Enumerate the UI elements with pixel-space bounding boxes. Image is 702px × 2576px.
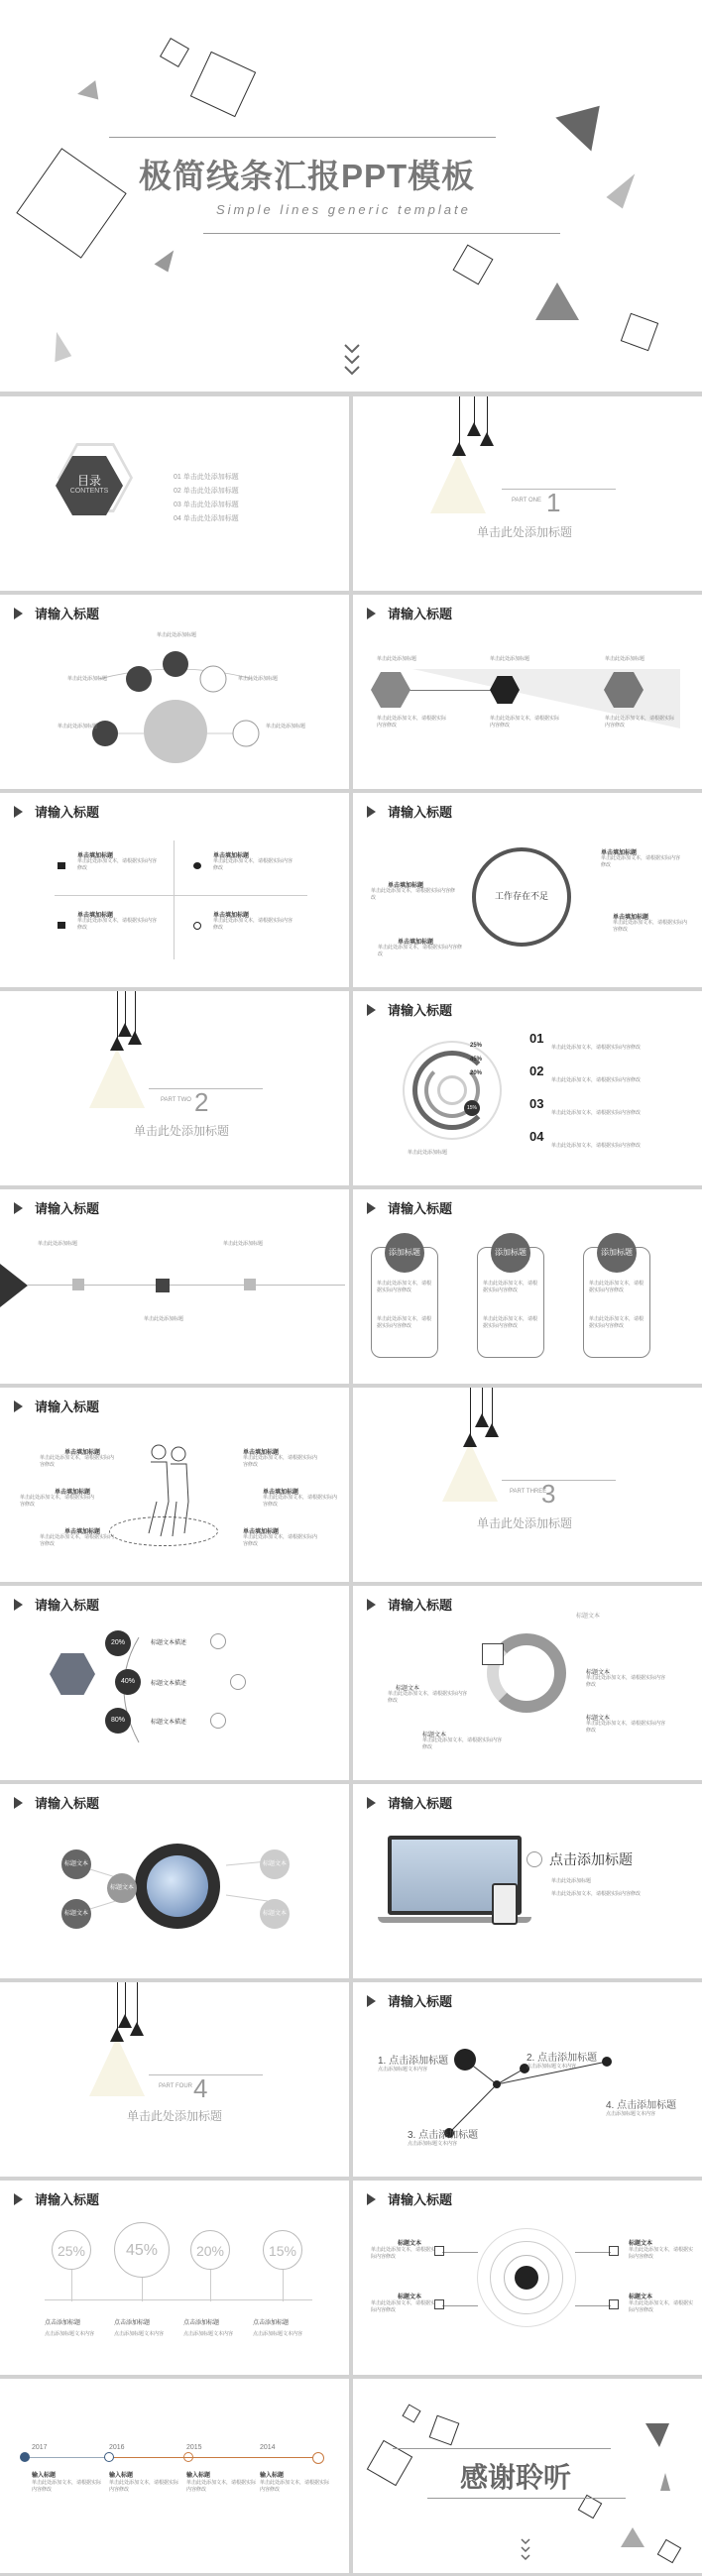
globe-slide: 请输入标题 标题文本 标题文本 标题文本 标题文本 标题文本 bbox=[0, 1784, 349, 1978]
deco-triangle bbox=[155, 245, 179, 272]
deco-square bbox=[657, 2539, 682, 2564]
deco-square bbox=[453, 245, 494, 285]
lamp-icon bbox=[452, 442, 466, 456]
ring-slide: 请输入标题 工作存在不足 单击填加标题 单击此处添加文本，请根据实际内容修改 单击填加标题 单击此处添加文本，请根据实际内容修改 单击填加标题 单击此处添加文本，请根据实际内容修改 单击填加标题 单击此处添加文本，请根据实际内容修改 bbox=[353, 793, 702, 987]
step-text: 单击此处添加文本，请根据实际内容修改 bbox=[377, 716, 447, 728]
deco-triangle bbox=[555, 106, 610, 158]
toc-en: CONTENTS bbox=[69, 488, 109, 495]
slide-header: 请输入标题 bbox=[14, 802, 99, 821]
world-diagram bbox=[0, 595, 349, 789]
lamp-icon bbox=[463, 1433, 477, 1447]
mail-icon bbox=[609, 2246, 619, 2256]
quad-slide: 请输入标题 单击填加标题 单击填加标题 单击填加标题 单击填加标题 单击此处添加文本，请根据实际内容修改 单击此处添加文本，请根据实际内容修改 单击此处添加文本，请根据实际内容修改 单击此处添加文本，请根据实际内容修改 bbox=[0, 793, 349, 987]
deco-square bbox=[429, 2415, 460, 2446]
star-icon bbox=[72, 1279, 84, 1290]
lamp-icon bbox=[480, 432, 494, 446]
toc-title: 目录 bbox=[76, 474, 101, 488]
item-number: 04 bbox=[529, 1129, 544, 1144]
deco-square bbox=[367, 2440, 412, 2486]
radar-slide: 请输入标题 标题文本 标题文本 标题文本 标题文本 单击此处添加文本，请根据实际内容修改 单击此处添加文本，请根据实际内容修改 单击此处添加文本，请根据实际内容修改 单击此处添加文本，请根据实际内容修改 bbox=[353, 2181, 702, 2375]
arcs-slide: 请输入标题 25% 45% 20% 15% 单击此处添加标题 01 02 03 04 单击此处添加文本，请根据实际内容修改 单击此处添加文本，请根据实际内容修改 单击此处添加文本，请根据实际内容修改 单击此处添加文本，请根据实际内容修改 bbox=[353, 991, 702, 1185]
laptop-slide: 请输入标题 点击添加标题 单击此处添加标题 单击此处添加文本，请根据实际内容修改 bbox=[353, 1784, 702, 1978]
toc-item[interactable]: 03 单击此处添加标题 bbox=[174, 502, 239, 508]
slide-header: 请输入标题 bbox=[367, 2189, 452, 2208]
tag-circle: 添加标题 bbox=[385, 1233, 424, 1273]
chat-icon bbox=[434, 2246, 444, 2256]
slide-header: 请输入标题 bbox=[367, 1000, 452, 1019]
computer-icon bbox=[482, 1643, 504, 1665]
quad-title: 单击填加标题 bbox=[77, 913, 114, 919]
hex-steps-slide bbox=[353, 595, 702, 789]
deco-square bbox=[160, 38, 189, 67]
anchor-icon bbox=[193, 922, 201, 930]
cover-slide bbox=[0, 0, 702, 392]
part-one-slide bbox=[353, 396, 702, 591]
lamp-icon bbox=[467, 422, 481, 436]
quad-title: 单击填加标题 bbox=[213, 913, 250, 919]
balloons-slide: 请输入标题 25% 45% 20% 15% 点击添加标题 点击添加标题 点击添加标题 点击添加标题 点击添加标题文本内容 点击添加标题文本内容 点击添加标题文本内容 点击添加标题文本内容 bbox=[0, 2181, 349, 2375]
cycle-slide: 请输入标题 标题文本 标题文本 标题文本 标题文本 标题文本 单击此处添加文本，请根据实际内容修改 单击此处添加文本，请根据实际内容修改 单击此处添加文本，请根据实际内容修改 单击此处添加文本，请根据实际内容修改 bbox=[353, 1586, 702, 1780]
lamp-icon bbox=[110, 2028, 124, 2042]
deco-triangle bbox=[621, 2527, 644, 2547]
shirt-icon bbox=[58, 922, 65, 929]
thumbs-up-icon bbox=[58, 862, 65, 869]
deco-triangle bbox=[660, 2473, 670, 2491]
slide-header: 请输入标题 bbox=[14, 604, 99, 622]
part-title: 单击此处添加标题 bbox=[477, 1516, 573, 1530]
step-title: 单击此处添加标题 bbox=[605, 656, 645, 662]
slide-header: 请输入标题 bbox=[367, 1198, 452, 1217]
star-icon bbox=[244, 1279, 256, 1290]
step-title: 单击此处添加标题 bbox=[490, 656, 530, 662]
step-text: 单击此处添加文本，请根据实际内容修改 bbox=[490, 716, 560, 728]
title-line bbox=[203, 233, 560, 234]
scroll-down-icon bbox=[520, 2537, 531, 2570]
toc-item[interactable]: 01 单击此处添加标题 bbox=[174, 474, 239, 481]
title-line bbox=[109, 137, 496, 138]
slide-header: 请输入标题 bbox=[14, 1198, 99, 1217]
part-number: 4 bbox=[193, 2073, 208, 2103]
thanks-slide bbox=[353, 2379, 702, 2573]
tags-slide: 请输入标题 添加标题 添加标题 添加标题 单击此处添加文本，请根据实际内容修改 单击此处添加文本，请根据实际内容修改 单击此处添加文本，请根据实际内容修改 单击此处添加文本，请根据实际内容修改 单击此处添加文本，请根据实际内容修改 单击此处添加文本，请根据实际内容修改 bbox=[353, 1189, 702, 1384]
item-number: 02 bbox=[529, 1064, 544, 1078]
deco-triangle bbox=[77, 76, 103, 99]
pct-badge: 20% bbox=[105, 1630, 131, 1656]
timeline-slide: 请输入标题 单击此处添加标题 单击此处添加标题 单击此处添加标题 bbox=[0, 1189, 349, 1384]
pct-badge: 40% bbox=[115, 1669, 141, 1695]
world-slide bbox=[0, 595, 349, 789]
slide-header: 请输入标题 bbox=[367, 1991, 452, 2010]
quad-title: 单击填加标题 bbox=[77, 853, 114, 859]
part-four-slide bbox=[0, 1982, 349, 2177]
slide-header: 请输入标题 bbox=[14, 1397, 99, 1415]
years-slide: 2017 2016 2015 2014 输入标题 输入标题 输入标题 输入标题 单击此处添加文本，请根据实际内容修改 单击此处添加文本，请根据实际内容修改 单击此处添加文本，请根据实际内容修改 单击此处添加文本，请根据实际内容修改 bbox=[0, 2379, 349, 2573]
ring-label: 工作存在不足 bbox=[494, 891, 548, 901]
part-title: 单击此处添加标题 bbox=[134, 1124, 230, 1138]
toc-slide bbox=[0, 396, 349, 591]
deco-triangle bbox=[535, 282, 579, 320]
toc-item[interactable]: 04 单击此处添加标题 bbox=[174, 515, 239, 522]
step-title: 单击此处添加标题 bbox=[377, 656, 417, 662]
deco-square bbox=[621, 313, 658, 351]
deco-triangle bbox=[46, 330, 71, 362]
slide-header: 请输入标题 bbox=[367, 802, 452, 821]
slide-header: 请输入标题 bbox=[14, 2189, 99, 2208]
thanks-title: 感谢聆听 bbox=[460, 2462, 572, 2493]
node-text: 单击此处添加标题 bbox=[266, 724, 306, 729]
lamp-icon bbox=[130, 2022, 144, 2036]
leaf-icon bbox=[193, 862, 201, 869]
bulb-slide: 请输入标题 20% 40% 80% 标题文本描述 标题文本描述 标题文本描述 bbox=[0, 1586, 349, 1780]
item-number: 03 bbox=[529, 1096, 544, 1111]
arrow-icon bbox=[0, 1264, 28, 1307]
part-label: PART ONE bbox=[512, 498, 542, 504]
part-label: PART THREE bbox=[510, 1489, 547, 1495]
user-icon bbox=[434, 2299, 444, 2309]
slide-header: 请输入标题 bbox=[367, 604, 452, 622]
item-number: 01 bbox=[529, 1031, 544, 1046]
screen-icon bbox=[609, 2299, 619, 2309]
slide-header: 请输入标题 bbox=[14, 1595, 99, 1614]
phone-icon bbox=[230, 1674, 246, 1690]
part-three-slide bbox=[353, 1388, 702, 1582]
quad-title: 单击填加标题 bbox=[213, 853, 250, 859]
part-title: 单击此处添加标题 bbox=[477, 525, 573, 539]
lamp-icon bbox=[485, 1423, 499, 1437]
slide-header: 请输入标题 bbox=[367, 1793, 452, 1812]
people-silhouette bbox=[139, 1442, 198, 1541]
node-text: 单击此处添加标题 bbox=[67, 676, 108, 682]
star-icon bbox=[156, 1279, 170, 1292]
tag-circle: 添加标题 bbox=[597, 1233, 637, 1273]
slide-header: 请输入标题 bbox=[367, 1595, 452, 1614]
deco-triangle bbox=[645, 2423, 669, 2447]
part-number: 3 bbox=[541, 1479, 556, 1509]
database-icon bbox=[210, 1633, 226, 1649]
slide-header: 请输入标题 bbox=[14, 1793, 99, 1812]
lamp-icon bbox=[128, 1031, 142, 1045]
deco-square bbox=[402, 2404, 420, 2422]
deco-square bbox=[190, 52, 256, 117]
cover-title: 极简线条汇报PPT模板 bbox=[139, 158, 476, 194]
node-text: 单击此处添加标题 bbox=[157, 632, 197, 638]
lamp-icon bbox=[110, 1037, 124, 1051]
monitor-icon bbox=[210, 1713, 226, 1729]
toc-item[interactable]: 02 单击此处添加标题 bbox=[174, 488, 239, 495]
dots-slide: 请输入标题 1. 点击添加标题 2. 点击添加标题 3. 点击添加标题 4. 点击添加标题 点击添加标题文本内容 点击添加标题文本内容 点击添加标题文本内容 点击添加标题文本内容 bbox=[353, 1982, 702, 2177]
pct-badge: 80% bbox=[105, 1708, 131, 1734]
node-text: 单击此处添加标题 bbox=[58, 724, 98, 729]
part-two-slide bbox=[0, 991, 349, 1185]
node-text: 单击此处添加标题 bbox=[238, 676, 279, 682]
part-number: 1 bbox=[546, 488, 561, 517]
click-title[interactable]: 点击添加标题 bbox=[549, 1851, 633, 1867]
part-number: 2 bbox=[194, 1087, 209, 1117]
target-icon bbox=[526, 1851, 542, 1867]
phone-device bbox=[492, 1883, 518, 1925]
tag-circle: 添加标题 bbox=[491, 1233, 530, 1273]
cover-subtitle: Simple lines generic template bbox=[216, 202, 471, 217]
part-title: 单击此处添加标题 bbox=[127, 2109, 223, 2123]
deco-triangle bbox=[606, 168, 643, 209]
bulb-icon bbox=[50, 1653, 95, 1695]
scroll-down-icon bbox=[342, 342, 362, 387]
people-slide: 请输入标题 单击填加标题 单击此处添加文本，请根据实际内容修改 单击填加标题 单击此处添加文本，请根据实际内容修改 单击填加标题 单击此处添加文本，请根据实际内容修改 单击填加标题 单击此处添加文本，请根据实际内容修改 单击填加标题 单击此处添加文本，请根据实际内容修改 单击填加标题 单击此处添加文本，请根据实际内容修改 bbox=[0, 1388, 349, 1582]
deco-square bbox=[16, 148, 126, 258]
part-label: PART TWO bbox=[161, 1097, 191, 1103]
wifi-icon bbox=[515, 2266, 538, 2290]
globe-image bbox=[147, 1855, 208, 1917]
step-text: 单击此处添加文本，请根据实际内容修改 bbox=[605, 716, 675, 728]
part-label: PART FOUR bbox=[159, 2083, 193, 2089]
